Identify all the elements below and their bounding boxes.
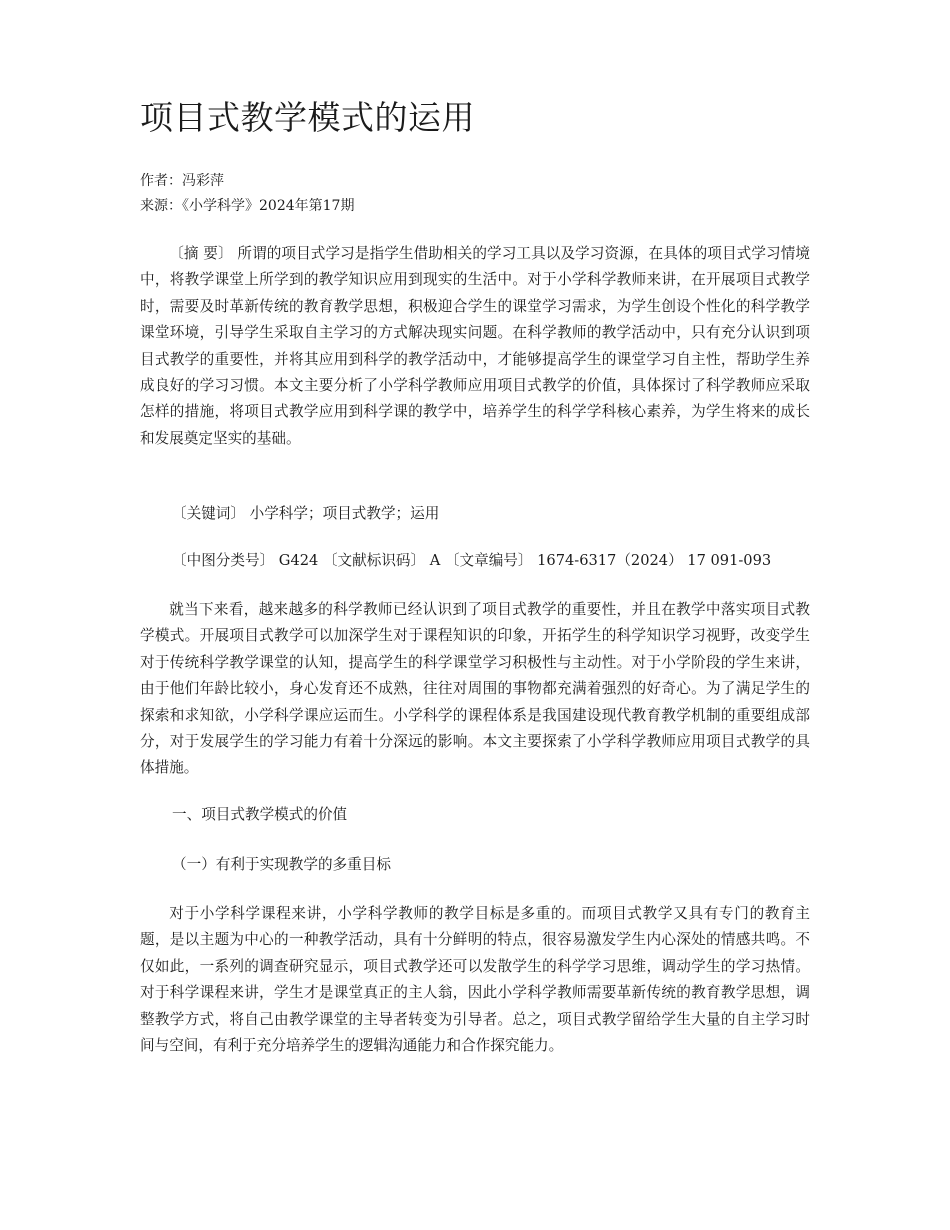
keywords-line: 〔关键词〕 小学科学；项目式教学；运用 xyxy=(172,505,440,522)
article-title: 项目式教学模式的运用 xyxy=(140,98,475,137)
source-line: 来源：《小学科学》2024年第17期 xyxy=(140,198,355,214)
author-line: 作者：冯彩萍 xyxy=(140,173,224,189)
abstract-paragraph: 〔摘 要〕 所谓的项目式学习是指学生借助相关的学习工具以及学习资源，在具体的项目式学习情境中，将教学课堂上所学到的教学知识应用到现实的生活中。对于小学科学教师来讲，在开展项目式教学时，需要及时革新传统的教育教学思想，积极迎合学生的课堂学习需求，为学生创设个性化的科学教学课堂环境，引导学生采取自主学习的方式解决现实问题。在科学教师的教学活动中，只有充分认识到项目式教学的重要性，并将其应用到科学的教学活动中，才能够提高学生的课堂学习自主性，帮助学生养成良好的学习习惯。本文主要分析了小学科学教师应用项目式教学的价值，具体探讨了科学教师应采取怎样的措施，将项目式教学应用到科学课的教学中，培养学生的科学学科核心素养，为学生将来的成长和发展奠定坚实的基础。 xyxy=(140,245,810,447)
classification-line: 〔中图分类号〕 G424 〔文献标识码〕 A 〔文章编号〕 1674-6317（2024） 17 091-093 xyxy=(172,552,772,569)
intro-paragraph: 就当下来看，越来越多的科学教师已经认识到了项目式教学的重要性，并且在教学中落实项目式教学模式。开展项目式教学可以加深学生对于课程知识的印象，开拓学生的科学知识学习视野，改变学生对于传统科学教学课堂的认知，提高学生的科学课堂学习积极性与主动性。对于小学阶段的学生来讲，由于他们年龄比较小，身心发育还不成熟，往往对周围的事物都充满着强烈的好奇心。为了满足学生的探索和求知欲，小学科学课应运而生。小学科学的课程体系是我国建设现代教育教学机制的重要组成部分，对于发展学生的学习能力有着十分深远的影响。本文主要探索了小学科学教师应用项目式教学的具体措施。 xyxy=(140,601,810,777)
section-heading: 一、项目式教学模式的价值 xyxy=(172,806,348,823)
subsection-heading: （一）有利于实现教学的多重目标 xyxy=(172,856,391,873)
body-paragraph: 对于小学科学课程来讲，小学科学教师的教学目标是多重的。而项目式教学又具有专门的教育主题，是以主题为中心的一种教学活动，具有十分鲜明的特点，很容易激发学生内心深处的情感共鸣。不仅如此，一系列的调查研究显示，项目式教学还可以发散学生的科学学习思维，调动学生的学习热情。对于科学课程来讲，学生才是课堂真正的主人翁，因此小学科学教师需要革新传统的教育教学思想，调整教学方式，将自己由教学课堂的主导者转变为引导者。总之，项目式教学留给学生大量的自主学习时间与空间，有利于充分培养学生的逻辑沟通能力和合作探究能力。 xyxy=(140,905,810,1055)
